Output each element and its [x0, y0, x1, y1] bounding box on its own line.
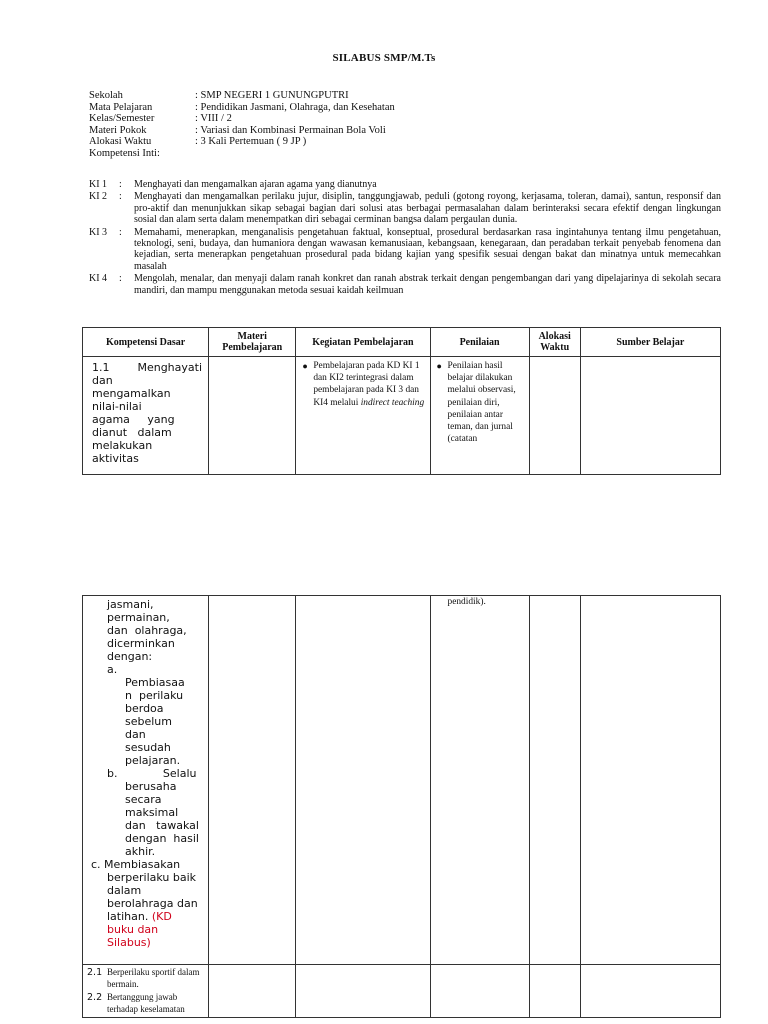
ki-colon: : — [119, 191, 122, 203]
kd-line: dan — [92, 374, 113, 387]
materi-cell — [209, 596, 296, 965]
kd-line: Pembiasaa — [125, 676, 185, 689]
kd-number: 2.1 — [87, 967, 103, 978]
kd-line: melakukan — [92, 439, 153, 452]
page-title: SILABUS SMP/M.Ts — [332, 52, 436, 64]
table-header-row — [83, 328, 721, 357]
ki-code: KI 4 — [89, 273, 108, 285]
kd-line: nilai-nilai — [92, 400, 142, 413]
kd-line: dan tawakal — [125, 819, 199, 832]
kd-line: pelajaran. — [125, 754, 181, 767]
meta-label: Materi Pokok — [89, 124, 147, 136]
meta-label: Kompetensi Inti: — [89, 147, 160, 159]
kegiatan-cell — [296, 965, 430, 1018]
meta-row — [89, 113, 395, 125]
kd-line: dan olahraga, — [107, 624, 187, 637]
meta-label: Kelas/Semester — [89, 113, 155, 125]
penilaian-bullet — [431, 357, 529, 447]
kd-line: dan — [125, 728, 146, 741]
kegiatan-cell — [296, 596, 430, 965]
sumber-cell — [580, 596, 720, 965]
penilaian-cell — [430, 357, 529, 475]
meta-row — [89, 125, 395, 137]
alokasi-cell — [529, 357, 580, 475]
meta-label: Sekolah — [89, 90, 123, 101]
kd-item — [87, 967, 206, 990]
kd-line: sesudah — [125, 741, 171, 754]
header-kegiatan: Kegiatan Pembelajaran — [296, 328, 430, 357]
meta-value: : VIII / 2 — [195, 113, 232, 125]
syllabus-table-page2 — [82, 595, 721, 1018]
ki-code: KI 2 — [89, 191, 108, 203]
ki-text: Menghayati dan mengamalkan ajaran agama yang dianutnya — [134, 179, 377, 190]
kd-line: berdoa — [125, 702, 164, 715]
ki-code: KI 3 — [89, 226, 108, 238]
meta-value: : Variasi dan Kombinasi Permainan Bola Voli — [195, 124, 386, 136]
kd-line: jasmani, — [107, 598, 154, 611]
table-row — [83, 965, 721, 1018]
meta-label: Mata Pelajaran — [89, 101, 153, 113]
meta-row — [89, 148, 395, 160]
kompetensi-inti-list — [89, 179, 721, 297]
meta-value: : SMP NEGERI 1 GUNUNGPUTRI — [195, 90, 349, 101]
bullet-dot-icon: ● — [302, 361, 308, 371]
ki-text: Menghayati dan mengamalkan perilaku jujur, disiplin, tanggungjawab, peduli (gotong royong, kerjasama, toleran, damai), santun, responsif dan pro-aktif dan menunjukkan sikap sebagai bagian dari solusi atas berbagai permasalahan dalam berinteraksi secara efektif dengan lingkungan sosial dan alam serta dalam menempatkan diri sebagai cerminan bangsa dalam pergaulan dunia. — [134, 191, 721, 226]
penilaian-cell — [430, 965, 529, 1018]
syllabus-table-page1 — [82, 327, 721, 475]
header-penilaian: Penilaian — [430, 328, 529, 357]
meta-row — [89, 90, 395, 102]
kd-last-text: latihan. — [107, 910, 149, 923]
kd-line: c. Membiasakan — [91, 858, 181, 871]
sumber-cell — [580, 965, 720, 1018]
ki-colon: : — [119, 273, 122, 285]
header-kompetensi-dasar: Kompetensi Dasar — [83, 328, 209, 357]
header-materi: Materi Pembelajaran — [209, 328, 296, 357]
materi-cell — [209, 965, 296, 1018]
kegiatan-italic: indirect teaching — [360, 397, 425, 408]
meta-row — [89, 102, 395, 114]
kd-text: Bertanggung jawab terhadap keselamatan — [107, 992, 185, 1014]
alokasi-cell — [529, 965, 580, 1018]
ki-item — [89, 191, 721, 225]
ki-code: KI 1 — [89, 179, 108, 190]
kd-line: dalam — [107, 884, 142, 897]
kd-line: dengan hasil — [125, 832, 199, 845]
kd-line: dicerminkan — [107, 637, 175, 650]
kd-line: a. — [107, 663, 118, 676]
kd-red-note: Silabus) — [107, 936, 151, 949]
kd-line — [107, 910, 198, 923]
kd-line: berusaha — [125, 780, 177, 793]
header-sumber: Sumber Belajar — [580, 328, 720, 357]
kd-number: 2.2 — [87, 992, 103, 1003]
kd-line: maksimal — [125, 806, 179, 819]
ki-text: Mengolah, menalar, dan menyaji dalam ranah konkret dan ranah abstrak terkait dengan pengembangan dari yang dipelajarinya di sekolah secara mandiri, dan mampu menggunakan metoda sesuai kaidah keilmuan — [134, 273, 721, 296]
kd-cell — [83, 965, 209, 1018]
ki-item — [89, 273, 721, 296]
sumber-cell — [580, 357, 720, 475]
kd-text: Berperilaku sportif dalam bermain. — [107, 967, 200, 989]
penilaian-cell — [430, 596, 529, 965]
kd-line: sebelum — [125, 715, 172, 728]
alokasi-cell — [529, 596, 580, 965]
penilaian-text: pendidik). — [447, 597, 486, 607]
penilaian-text: Penilaian hasil belajar dilakukan melalui observasi, penilaian diri, penilaian antar teman, dan jurnal (catatan — [447, 361, 516, 445]
kd-red-note: buku dan — [107, 923, 159, 936]
ki-item — [89, 179, 721, 190]
kegiatan-main-text: Pembelajaran pada KD KI 1 dan KI2 terintegrasi dalam pembelajaran pada KI 3 dan KI4 melalui — [313, 361, 420, 408]
kd-line: aktivitas — [92, 452, 139, 465]
meta-value: : Pendidikan Jasmani, Olahraga, dan Kesehatan — [195, 101, 395, 113]
kd-line: secara — [125, 793, 162, 806]
ki-item — [89, 227, 721, 273]
meta-row — [89, 136, 395, 148]
table-row — [83, 357, 721, 475]
kd-line: b. Selalu — [107, 767, 197, 780]
kegiatan-cell — [296, 357, 430, 475]
identity-block — [89, 90, 395, 160]
kd-line: dianut dalam — [92, 426, 172, 439]
ki-colon: : — [119, 179, 122, 190]
kegiatan-bullet — [296, 357, 429, 411]
ki-text: Memahami, menerapkan, menganalisis pengetahuan faktual, konseptual, prosedural berdasarkan rasa ingintahunya tentang ilmu pengetahuan, teknologi, seni, budaya, dan humaniora dengan wawasan kemanusiaan, kebangsaan, kenegaraan, dan peradaban terkait penyebab fenomena dan kejadian, serta menerapkan pengetahuan prosedural pada bidang kajian yang spesifik sesuai dengan bakat dan minatnya untuk memecahkan masalah — [134, 226, 721, 272]
kd-line: berperilaku baik — [107, 871, 197, 884]
kd-cell — [83, 357, 209, 475]
bullet-dot-icon: ● — [436, 361, 442, 371]
kd-line: 1.1 Menghayati — [92, 361, 203, 374]
table-row — [83, 596, 721, 965]
kd-line: dengan: — [107, 650, 153, 663]
meta-value: : 3 Kali Pertemuan ( 9 JP ) — [195, 136, 307, 148]
kd-line: n perilaku — [125, 689, 184, 702]
kd-line: berolahraga dan — [107, 897, 198, 910]
meta-label: Alokasi Waktu — [89, 136, 152, 148]
materi-cell — [209, 357, 296, 475]
kd-line: mengamalkan — [92, 387, 171, 400]
kd-cell-continued — [83, 596, 209, 965]
ki-colon: : — [119, 226, 122, 238]
kegiatan-text — [313, 360, 425, 409]
kd-line: akhir. — [125, 845, 156, 858]
kd-line: permainan, — [107, 611, 170, 624]
kd-item — [87, 992, 206, 1015]
header-alokasi: Alokasi Waktu — [529, 328, 580, 357]
kd-red-note: (KD — [151, 910, 172, 923]
kd-line: agama yang — [92, 413, 175, 426]
